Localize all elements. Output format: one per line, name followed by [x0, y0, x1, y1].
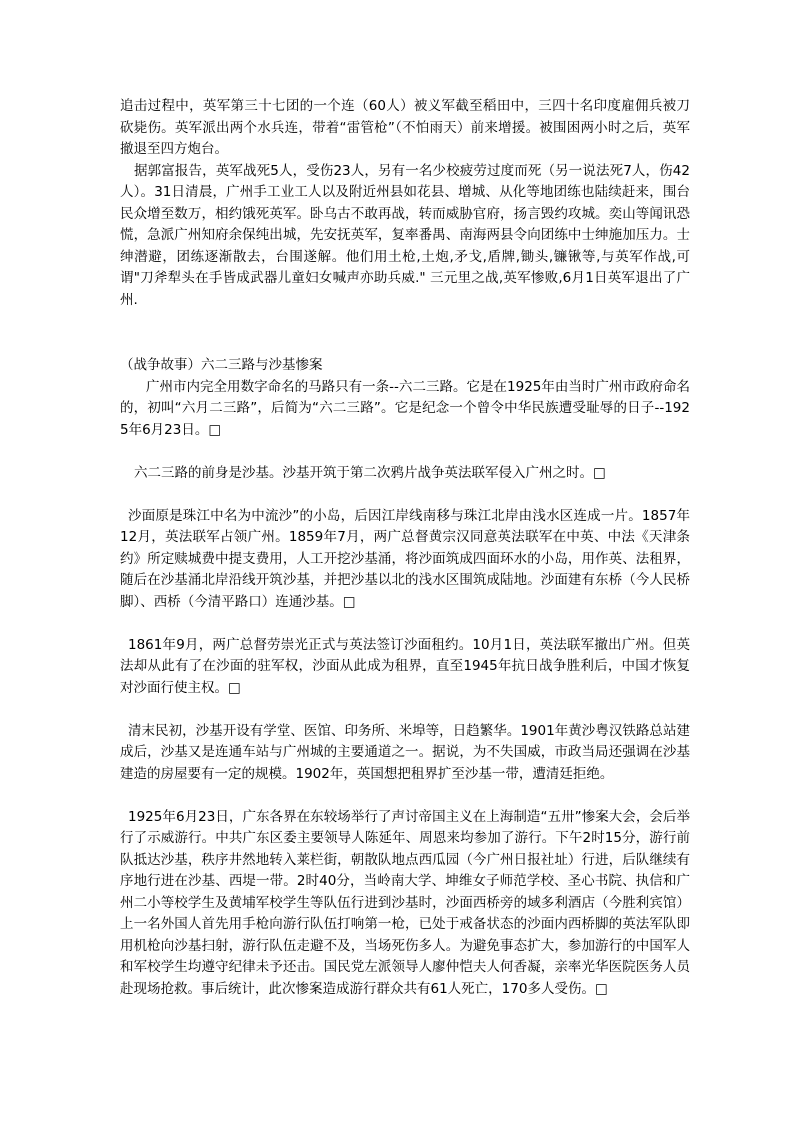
- paragraph-text: 清末民初，沙基开设有学堂、医馆、印务所、米埠等，日趋繁华。1901年黄沙粤汉铁路总站建成后，沙基又是连通车站与广州城的主要通道之一。据说，为不失国威，市政当局还强调在沙基建造的房屋要有一定的规模。1902年，英国想把租界扩至沙基一带，遭清廷拒绝。: [120, 722, 690, 782]
- paragraph-late-qing: [120, 721, 690, 786]
- section-title-text: （战争故事）六二三路与沙基惨案: [120, 357, 323, 373]
- paragraph-lease: [120, 635, 690, 700]
- paragraph-text: 追击过程中，英军第三十七团的一个连（60人）被义军截至稻田中，三四十名印度雇佣兵被刀砍毙伤。英军派出两个水兵连，带着“雷管枪”（不怕雨天）前来增援。被围困两小时之后，英军撤退至四方炮台。: [120, 98, 690, 157]
- section-title: [120, 355, 690, 377]
- missing-glyph-mark: □: [342, 593, 356, 610]
- paragraph-text: 广州市内完全用数字命名的马路只有一条--六二三路。它是在1925年由当时广州市政府命名的，初叫“六月二三路”，后简为“六二三路”。它是纪念一个曾令中华民族遭受耻辱的日子--1925年6月23日。: [120, 378, 690, 438]
- paragraph-shaji-origin: [120, 463, 690, 485]
- paragraph-report: [120, 161, 690, 312]
- missing-glyph-mark: □: [593, 464, 606, 481]
- paragraph-shamian-history: [120, 506, 690, 614]
- document-body: [120, 96, 690, 1000]
- paragraph-text: 沙面原是珠江中名为中流沙”的小岛，后因江岸线南移与珠江北岸由浅水区连成一片。1857年12月，英法联军占领广州。1859年7月，两广总督黄宗汉同意英法联军在中英、中法《天津条约》所定赎城费中提支费用，人工开挖沙基涌，将沙面筑成四面环水的小岛，用作英、法租界，随后在沙基涌北岸沿线开筑沙基，并把沙基以北的浅水区围筑成陆地。沙面建有东桥（今人民桥脚）、西桥（今清平路口）连通沙基。: [120, 507, 690, 610]
- paragraph-massacre: [120, 807, 690, 1001]
- missing-glyph-mark: □: [594, 980, 608, 997]
- paragraph-text: 据郭富报告，英军战死5人，受伤23人，另有一名少校疲劳过度而死（另一说法死7人，伤42人）。31日清晨，广州手工业工人以及附近州县如花县、增城、从化等地团练也陆续赶来，围台民众增至数万，相约饿死英军。卧乌古不敢再战，转而威胁官府，扬言毁约攻城。奕山等闻讯恐慌，急派广州知府余保纯出城，先安抚英军，复率番禺、南海两县令向团练中士绅施加压力。士绅潜避，团练逐渐散去，台围遂解。他们用土枪,土炮,矛戈,盾牌,锄头,镰锹等,与英军作战,可谓"刀斧犁头在手皆成武器儿童妇女喊声亦助兵威." 三元里之战,英军惨败,6月1日英军退出了广州.: [120, 162, 690, 308]
- missing-glyph-mark: □: [208, 421, 222, 438]
- paragraph-text: 1861年9月，两广总督劳崇光正式与英法签订沙面租约。10月1日，英法联军撤出广州。但英法却从此有了在沙面的驻军权，沙面从此成为租界，直至1945年抗日战争胜利后，中国才恢复对沙面行使主权。: [120, 636, 690, 696]
- missing-glyph-mark: □: [228, 679, 241, 696]
- paragraph-road-intro: [120, 377, 690, 442]
- paragraph-text: 1925年6月23日，广东各界在东较场举行了声讨帝国主义在上海制造“五卅”惨案大会，会后举行了示威游行。中共广东区委主要领导人陈延年、周恩来均参加了游行。下午2时15分，游行前队抵达沙基，秩序井然地转入莱栏街，朝散队地点西瓜园（今广州日报社址）行进，后队继续有序地行进在沙基、西堤一带。2时40分，当岭南大学、坤维女子师范学校、圣心书院、执信和广州二小等校学生及黄埔军校学生等队伍行进到沙基时，沙面西桥旁的域多利酒店（今胜利宾馆）上一名外国人首先用手枪向游行队伍打响第一枪，已处于戒备状态的沙面内西桥脚的英法军队即用机枪向沙基扫射，游行队伍走避不及，当场死伤多人。为避免事态扩大，参加游行的中国军人和军校学生均遵守纪律未予还击。国民党左派领导人廖仲恺夫人何香凝，亲率光华医院医务人员赴现场抢救。事后统计，此次惨案造成游行群众共有61人死亡，170多人受伤。: [120, 808, 690, 997]
- paragraph-pursuit: [120, 96, 690, 161]
- paragraph-text: 六二三路的前身是沙基。沙基开筑于第二次鸦片战争英法联军侵入广州之时。: [134, 464, 593, 481]
